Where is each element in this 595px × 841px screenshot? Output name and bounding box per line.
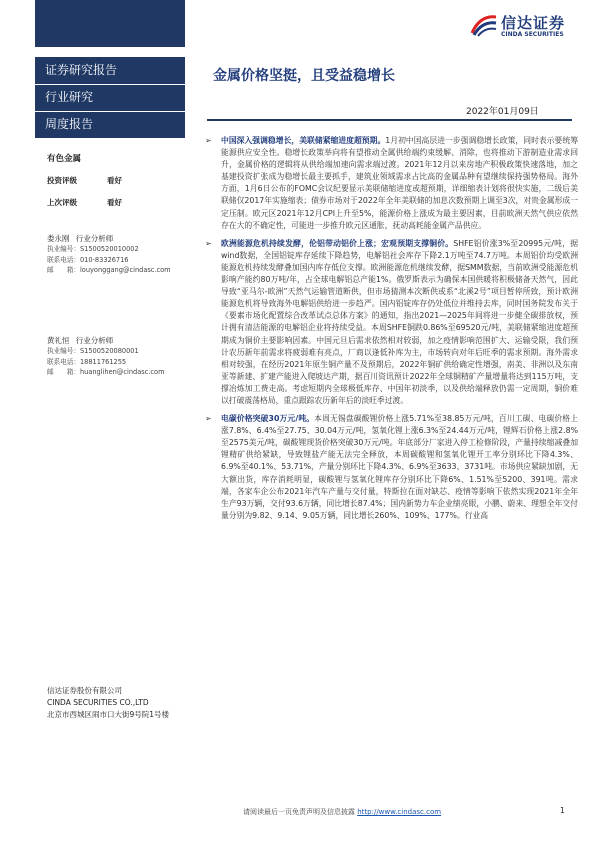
sidebar (35, 47, 185, 841)
page-number: 1 (560, 806, 565, 815)
analyst-phone: 010-83326716 (79, 255, 129, 264)
analyst-email[interactable]: louyonggang@cindasc.com (79, 266, 171, 275)
sidebar-header-weekly: 周度报告 (35, 111, 185, 138)
bullet-body: 1月初中国高层进一步强调稳增长政策，同时表示要统筹能源供应安全性。稳增长政策举向将有望推动全属供给端约束缓解、消除，也将推动下游制造业需求回升，金属价格的逻辑将从供给端加速向需求端过渡。2021年12月以来房地产积极政策快速落地，加之基建投资扩张成为稳增长最主要抓手，建筑业领域需求占比高的金属品种有望继续保持强势格局。海外方面，1月6日公布的FOMC会议纪要显示美联储缩进度或超预期，详细缩表计划将很快实施，二级后美联储仅2017年实施缩表；债券市场对于2022年全年美联储的加息次数预期上调至3次，对贵金属形成一定压制。欧元区2021年12月CPI上升至5%，能源价格上涨成为最主要因素，目前欧洲天然气供应依然存在大的不确定性，可能进一步推升欧元区通胀，抚动高耗能金属产品供应。 (221, 136, 578, 230)
logo-cn-text: 信达证券 (501, 14, 566, 32)
email-label: 邮 箱： (47, 266, 80, 275)
footer-disclaimer (243, 807, 441, 817)
analyst-card (47, 234, 171, 276)
rating-label: 投资评级 (47, 176, 77, 185)
analyst-cert: S1500520010002 (79, 245, 139, 254)
investment-rating (47, 175, 122, 186)
analyst-phone: 18811761255 (79, 357, 127, 366)
prev-rating-value: 看好 (107, 198, 122, 207)
prev-rating-label: 上次评级 (47, 198, 77, 207)
sidebar-header-report-type: 证券研究报告 (35, 57, 185, 84)
company-info (47, 685, 182, 721)
company-address: 北京市西城区闹市口大街9号院1号楼 (47, 710, 170, 719)
bullet-headline: 中国深入强调稳增长，美联储紧缩进度超预期。 (221, 136, 386, 145)
cert-label: 执业编号： (47, 245, 80, 254)
sector-name: 有色金属 (47, 154, 82, 164)
title-rule (207, 119, 572, 121)
bullet-item (205, 135, 578, 232)
analyst-card (47, 336, 165, 378)
bullet-body: 本周无锡盘碳酸锂价格上涨5.71%至38.85万元/吨，百川工碳、电碳价格上涨7.8%、6.4%至27.75、30.04万元/吨，氢氧化锂上涨6.3%至24.44万元/吨，锂辉石价格上涨2.8%至2575美元/吨，碳酸锂现货价格突破30万元/吨。年底部分厂家进入停工检修阶段，产量持续缩减叠加锂精矿供给紧缺，导致锂盐产能无法完全释放，本周碳酸锂和氢氧化锂开工率分别环比下降4.3%、6.9%至40.1%、53.71%，产量分别环比下降4.3%、6.9%至3633、3731吨。市场供应紧缺加剧，无大额出货，库存消耗明显，碳酸锂与氢氧化锂库存分别环比下降6%、1.51%至5200、391吨。需求端，各家车企公布2021年汽车产量与交付量，特斯拉在面对缺芯、疫情等影响下依然实现2021年全年生产93万辆，交付93.6万辆，同比增长87.4%；国内新势力车企业绩亮眼，小鹏、蔚来、理想全年交付量分别为9.82、9.14、9.05万辆，同比增长260%、109%、177%。行业高 (221, 414, 579, 520)
previous-rating (47, 197, 122, 208)
analyst-name: 黄礼恒 (47, 336, 70, 345)
email-label: 邮 箱： (47, 368, 80, 377)
arrow-bullet-icon: ➢ (205, 414, 212, 424)
analyst-role: 行业分析师 (75, 234, 114, 243)
analyst-role: 行业分析师 (75, 336, 114, 345)
bullet-headline: 电碳价格突破30万元/吨。 (221, 414, 315, 424)
summary-bullets (205, 135, 578, 528)
phone-label: 联系电话： (47, 255, 80, 264)
header-band (35, 0, 185, 47)
cinda-logo (470, 12, 580, 46)
footer-text: 请阅读最后一页免责声明及信息披露 (243, 808, 358, 816)
cert-label: 执业编号： (47, 347, 80, 356)
phone-label: 联系电话： (47, 357, 80, 366)
rating-value: 看好 (107, 176, 122, 185)
logo-en-text: CINDA SECURITIES (501, 31, 564, 38)
analyst-cert: S1500520080001 (79, 347, 139, 356)
analyst-email[interactable]: huanglihen@cindasc.com (79, 368, 165, 377)
cinda-logo-icon (470, 13, 498, 37)
divider (35, 84, 185, 85)
bullet-body: SHFE铝价涨3%至20995元/吨，据wind数据，全国铝锭库存延续下降趋势，电解铝社会库存下降2.1万吨至74.7万吨。本周铝价均受欧洲能源危机持续发酵叠加国内库存低位支撑。欧洲能源危机继续发酵，据SMM数据，当前欧洲受能源危机影响产能约80万吨/年，占全球电解铝总产能1%。俄罗斯表示为确保本国供暖将积极储备天然气，因此导致“亚马尔-欧洲”天然气运输管道断供，但市场猜测本次断供或系“北溪2号”项目暂停所致，预计欧洲能源危机将导致海外电解铝供给进一步趋严。国内铝锭库存仍处低位并维持去库，同时国务院发布关于《要素市场化配置综合改革试点总体方案》的通知，指出2021—2025年间将进一步健全碳排放权，预计拥有清洁能源的电解铝企业将持续受益。本周SHFE铜跌0.86%至69520元/吨，美联储紧缩进度超预期成为铜价主要影响因素。中国元旦后需求依然相对较弱，加之疫情影响范围扩大、运输受限，我们预计农历新年前需求将疲弱难有亮点，厂商以逢低补库为主，市场转向对年后旺季的需求预期。海外需求相对较强，在经历2021年原生铜产量不及预期后，2022年铜矿供给确定性增强，南美、非洲以及东南亚等新建、扩建产能进入爬坡达产期，据百川资讯预计2022年全球铜精矿产量增量将达到115万吨，支撑冶炼加工费走高。考虑短期内全球极低库存、中国年初淡季，以及供给端释放仍需一定周期，铜价难以打破震荡格局，重点跟踪农历新年后的淡旺季过渡。 (221, 238, 578, 405)
footer-link[interactable]: http://www.cindasc.com (357, 808, 442, 816)
analyst-name: 娄永刚 (47, 234, 70, 243)
arrow-bullet-icon: ➢ (205, 136, 212, 145)
company-name-en: CINDA SECURITIES CO.,LTD (47, 698, 149, 707)
divider (35, 111, 185, 112)
sidebar-header-industry: 行业研究 (35, 84, 185, 111)
bullet-item (205, 413, 578, 522)
arrow-bullet-icon: ➢ (205, 238, 212, 248)
report-title: 金属价格坚挺，且受益稳增长 (213, 68, 395, 84)
bullet-headline: 欧洲能源危机持续发酵，伦铝带动铝价上涨；宏观预期支撑铜价。 (221, 238, 454, 248)
company-name-cn: 信达证券股份有限公司 (47, 686, 122, 695)
report-date: 2022年01月09日 (466, 107, 539, 117)
bullet-item (205, 238, 578, 407)
